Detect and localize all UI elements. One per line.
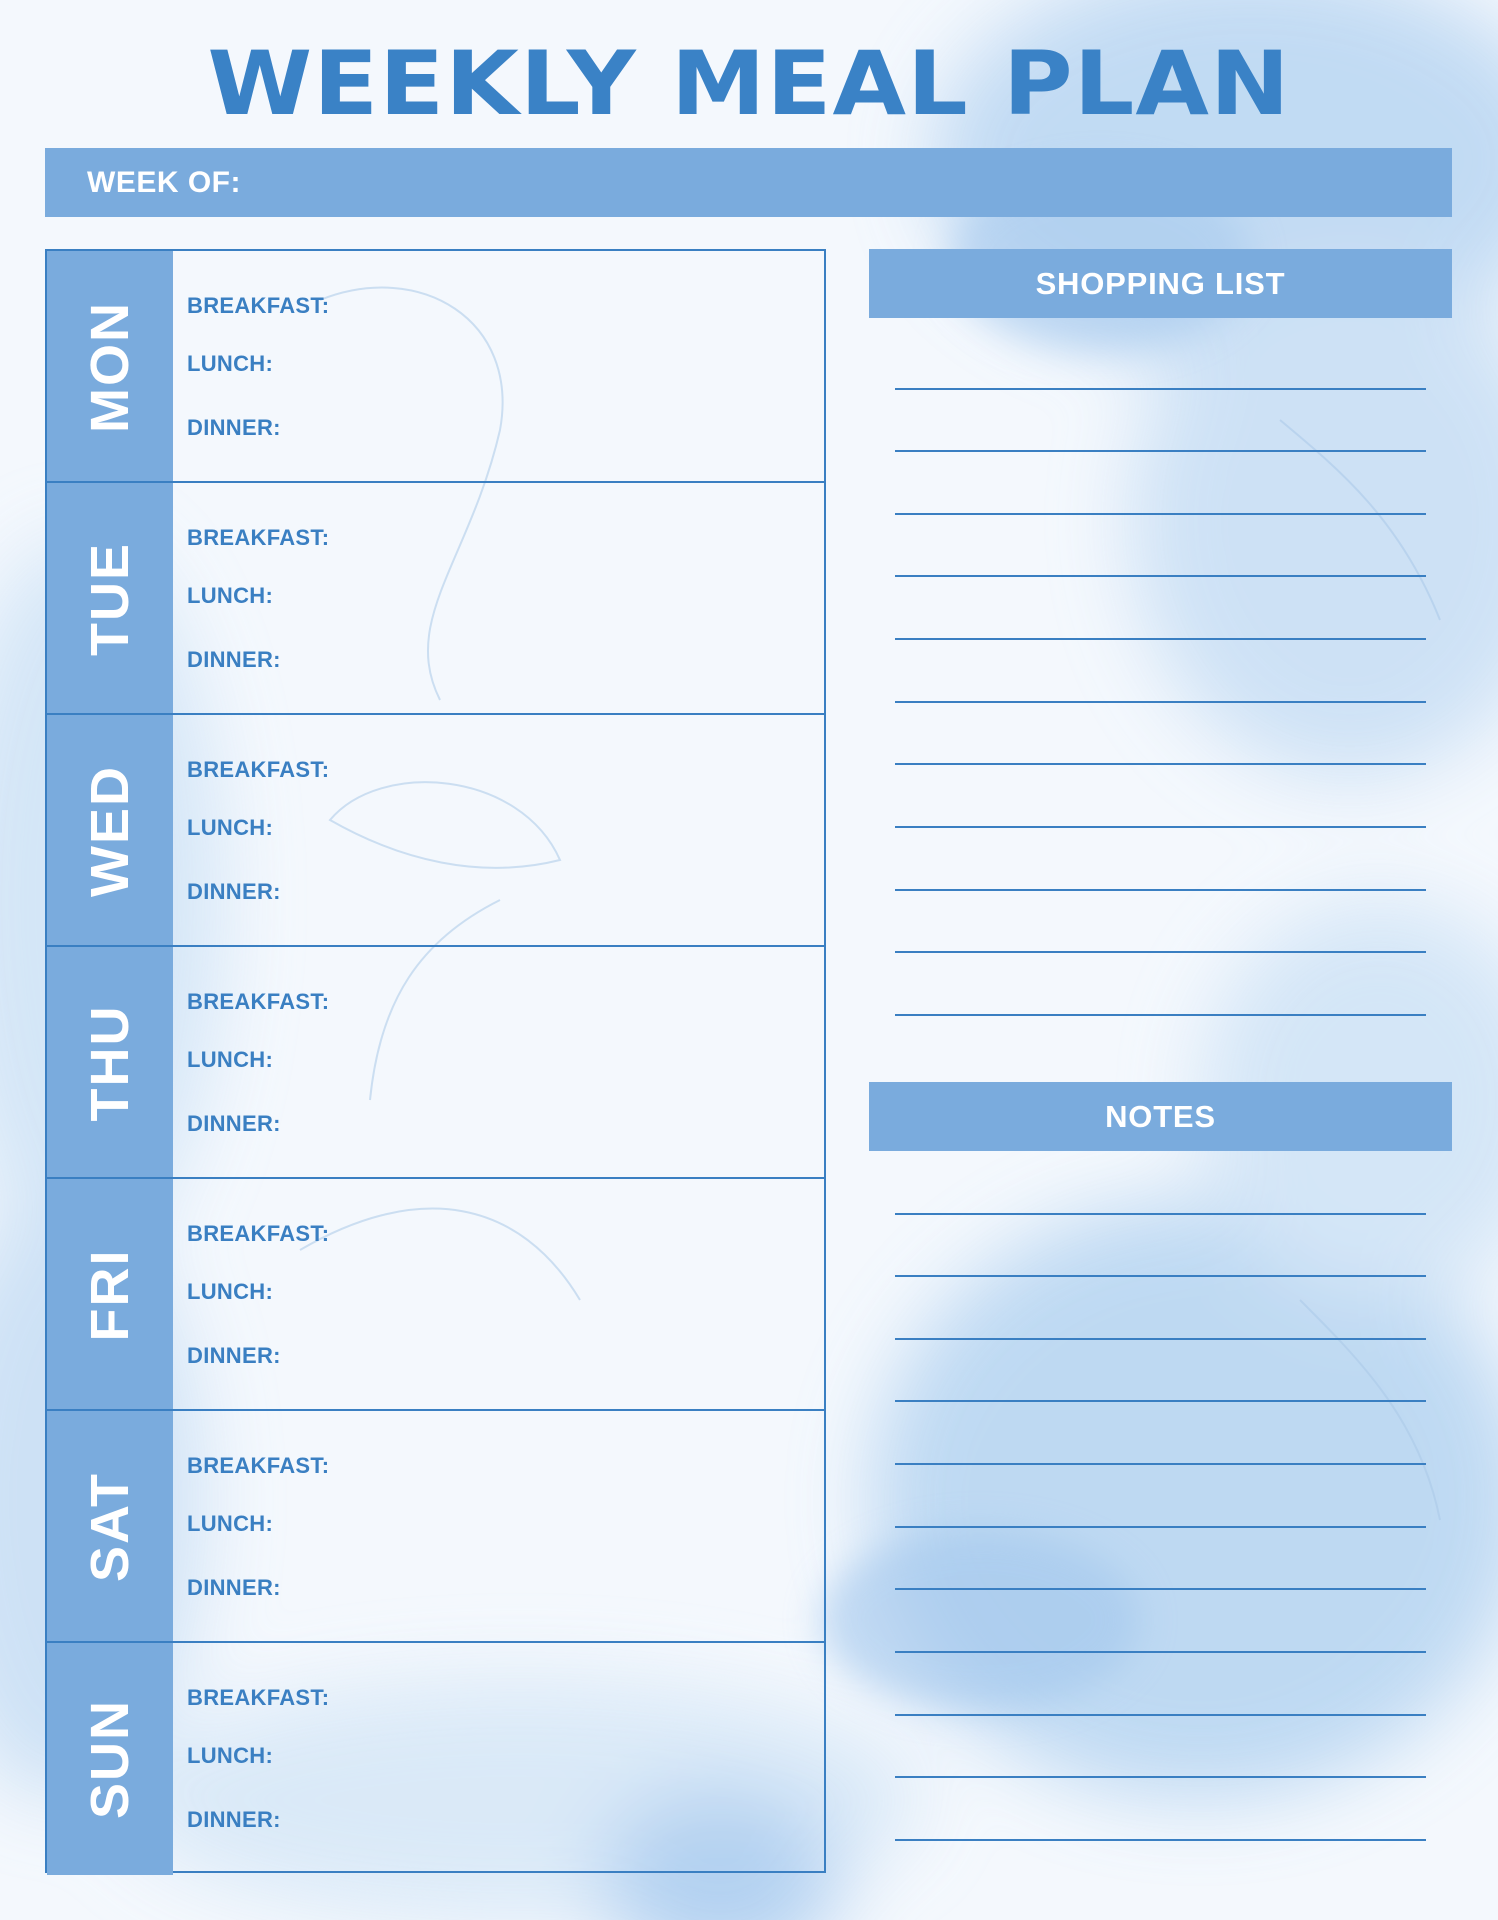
notes-line[interactable] (895, 1588, 1426, 1590)
day-label-cell (47, 1179, 173, 1411)
breakfast-label[interactable]: BREAKFAST: (187, 1221, 330, 1246)
notes-line[interactable] (895, 1338, 1426, 1340)
breakfast-label[interactable]: BREAKFAST: (187, 757, 330, 782)
breakfast-label[interactable]: BREAKFAST: (187, 293, 330, 318)
day-row-mon (47, 251, 824, 483)
shopping-list-line[interactable] (895, 889, 1426, 891)
notes-line[interactable] (895, 1463, 1426, 1465)
day-label-cell (47, 1411, 173, 1643)
shopping-list-line[interactable] (895, 638, 1426, 640)
day-row-sun (47, 1643, 824, 1875)
lunch-label[interactable]: LUNCH: (187, 1279, 274, 1304)
day-name: MON (80, 301, 140, 433)
dinner-label[interactable]: DINNER: (187, 415, 281, 440)
notes-line[interactable] (895, 1839, 1426, 1841)
breakfast-label[interactable]: BREAKFAST: (187, 989, 330, 1014)
shopping-list-line[interactable] (895, 763, 1426, 765)
day-row-wed (47, 715, 824, 947)
notes-line[interactable] (895, 1776, 1426, 1778)
dinner-label[interactable]: DINNER: (187, 1111, 281, 1136)
day-label-cell (47, 715, 173, 947)
shopping-list-header (869, 249, 1452, 318)
day-row-thu (47, 947, 824, 1179)
notes-line[interactable] (895, 1651, 1426, 1653)
shopping-list-line[interactable] (895, 951, 1426, 953)
shopping-list-line[interactable] (895, 513, 1426, 515)
page-title: WEEKLY MEAL PLAN (207, 32, 1291, 135)
day-name: FRI (80, 1248, 140, 1342)
day-name: THU (80, 1004, 140, 1122)
day-label-cell (47, 483, 173, 715)
day-label-cell (47, 1643, 173, 1875)
day-name: SUN (80, 1698, 140, 1820)
dinner-label[interactable]: DINNER: (187, 647, 281, 672)
lunch-label[interactable]: LUNCH: (187, 583, 274, 608)
breakfast-label[interactable]: BREAKFAST: (187, 525, 330, 550)
notes-line[interactable] (895, 1526, 1426, 1528)
notes-line[interactable] (895, 1213, 1426, 1215)
lunch-label[interactable]: LUNCH: (187, 1511, 274, 1536)
breakfast-label[interactable]: BREAKFAST: (187, 1453, 330, 1478)
shopping-list-line[interactable] (895, 450, 1426, 452)
day-row-fri (47, 1179, 824, 1411)
shopping-list-line[interactable] (895, 701, 1426, 703)
day-label-cell (47, 251, 173, 483)
shopping-list-title: SHOPPING LIST (1035, 266, 1286, 301)
week-of-label: WEEK OF: (87, 166, 241, 199)
breakfast-label[interactable]: BREAKFAST: (187, 1685, 330, 1710)
daily-meals-table (45, 249, 826, 1873)
day-label-cell (47, 947, 173, 1179)
lunch-label[interactable]: LUNCH: (187, 1047, 274, 1072)
notes-header (869, 1082, 1452, 1151)
dinner-label[interactable]: DINNER: (187, 879, 281, 904)
lunch-label[interactable]: LUNCH: (187, 815, 274, 840)
notes-title: NOTES (1105, 1099, 1216, 1134)
shopping-list-line[interactable] (895, 388, 1426, 390)
day-row-sat (47, 1411, 824, 1643)
day-name: TUE (80, 542, 140, 656)
notes-line[interactable] (895, 1275, 1426, 1277)
day-name: SAT (80, 1472, 140, 1582)
day-row-tue (47, 483, 824, 715)
shopping-list-line[interactable] (895, 826, 1426, 828)
week-of-bar[interactable] (45, 148, 1452, 217)
dinner-label[interactable]: DINNER: (187, 1575, 281, 1600)
shopping-list-line[interactable] (895, 1014, 1426, 1016)
day-name: WED (80, 765, 140, 897)
notes-line[interactable] (895, 1400, 1426, 1402)
dinner-label[interactable]: DINNER: (187, 1343, 281, 1368)
dinner-label[interactable]: DINNER: (187, 1807, 281, 1832)
notes-line[interactable] (895, 1714, 1426, 1716)
lunch-label[interactable]: LUNCH: (187, 351, 274, 376)
lunch-label[interactable]: LUNCH: (187, 1743, 274, 1768)
shopping-list-line[interactable] (895, 575, 1426, 577)
